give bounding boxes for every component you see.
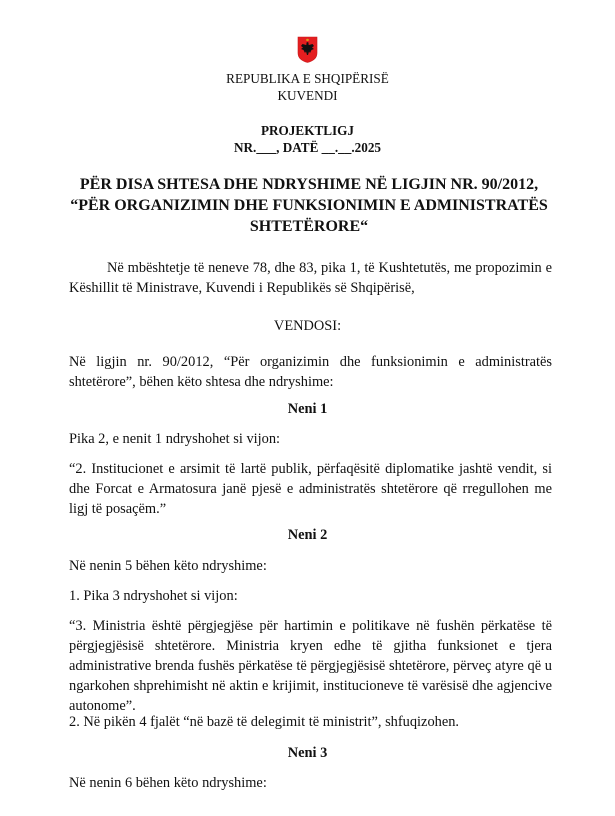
article-2-heading: Neni 2 (287, 527, 328, 543)
republic-name: REPUBLIKA E SHQIPËRISË (226, 71, 389, 86)
article-2-point-2: 2. Në pikën 4 fjalët “në bazë të delegimit të ministrit”, shfuqizohen. (69, 714, 460, 730)
article-3-paragraph: Në nenin 6 bëhen këto ndryshime: (69, 775, 267, 791)
article-3-heading: Neni 3 (287, 745, 328, 761)
article-2-paragraph: Në nenin 5 bëhen këto ndryshime: (69, 558, 267, 574)
article-2-point-1: 1. Pika 3 ndryshohet si vijon: (69, 588, 238, 604)
institution-name: KUVENDI (277, 88, 338, 103)
article-1-quote: “2. Institucionet e arsimit të lartë publik, përfaqësitë diplomatike jashtë vendit, si dhe Forcat e Armatosura janë pjesë e administratës shtetërore që rregullohen me ligj të posaçëm.” (69, 461, 552, 517)
law-title: PËR DISA SHTESA DHE NDRYSHIME NË LIGJIN NR. 90/2012, “PËR ORGANIZIMIN DHE FUNKSIONIMIN E ADMINISTRATËS SHTETËRORE“ (70, 176, 548, 235)
decision-heading: VENDOSI: (273, 318, 342, 334)
albanian-coat-of-arms-icon (297, 36, 318, 63)
article-1-paragraph: Pika 2, e nenit 1 ndryshohet si vijon: (69, 431, 281, 447)
document-type: PROJEKTLIGJ (260, 123, 355, 138)
preamble-paragraph: Në mbështetje të neneve 78, dhe 83, pika 1, të Kushtetutës, me propozimin e Këshillit të Ministrave, Kuvendi i Republikës së Shqipërisë, (69, 260, 552, 296)
article-2-quote: “3. Ministria është përgjegjëse për hartimin e politikave në fushën përkatëse të përgjegjësisë shtetërore. Ministria kryen edhe të gjitha funksionet e tjera administrative brenda fushës përkatëse të përgjegjësisë shtetërore, përveç atyre që u ngarkohen shprehimisht në aktin e krijimit, institucioneve të varësisë dhe agjencive autonome”. (69, 618, 552, 714)
intro-paragraph: Në ligjin nr. 90/2012, “Për organizimin dhe funksionimin e administratës shtetërore”, bëhen këto shtesa dhe ndryshime: (69, 354, 552, 390)
article-1-heading: Neni 1 (287, 401, 328, 417)
document-number-date: NR.___, DATË __.__.2025 (233, 140, 382, 155)
